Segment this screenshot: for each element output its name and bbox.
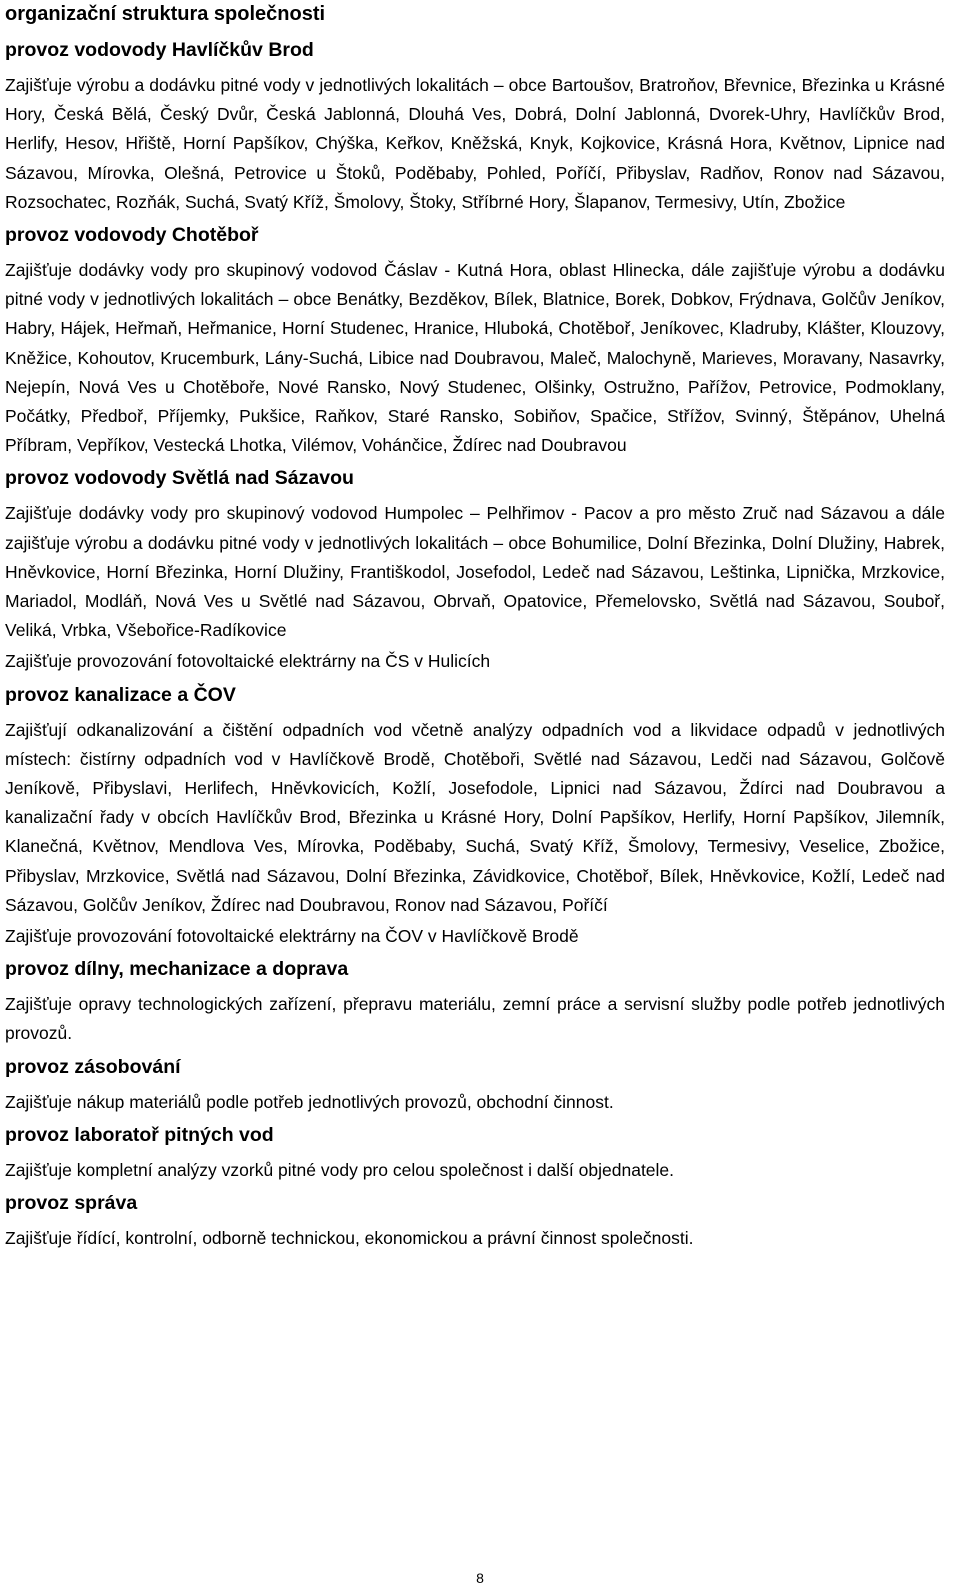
section-heading-vodovody-havlickuv-brod: provoz vodovody Havlíčkův Brod	[5, 39, 314, 61]
page-number: 8	[476, 1570, 484, 1586]
document-body	[5, 0, 945, 1255]
page-title: organizační struktura společnosti	[5, 3, 326, 25]
section-paragraph: Zajišťuje řídící, kontrolní, odborně technickou, ekonomickou a právní činnost společnosti.	[5, 1228, 694, 1249]
section-heading-kanalizace-cov: provoz kanalizace a ČOV	[5, 683, 236, 706]
section-heading-vodovody-chotebor: provoz vodovody Chotěboř	[5, 224, 259, 247]
section-paragraph: Zajišťuje provozování fotovoltaické elektrárny na ČS v Hulicích	[5, 651, 491, 672]
section-paragraph: Zajišťuje opravy technologických zařízení, přepravu materiálu, zemní práce a servisní služby podle potřeb jednotlivých provozů.	[5, 994, 945, 1044]
section-paragraph: Zajišťuje výrobu a dodávku pitné vody v jednotlivých lokalitách – obce Bartoušov, Bratroňov, Břevnice, Březinka u Krásné Hory, Česká Bělá, Český Dvůr, Česká Jablonná, Dlouhá Ves, Dobrá, Dolní Jablonná, Dvorek-Uhry, Havlíčkův Brod, Herlify, Hesov, Hřiště, Horní Papšíkov, Chýška, Keřkov, Kněžská, Knyk, Kojkovice, Krásná Hora, Květnov, Lipnice nad Sázavou, Mírovka, Olešná, Petrovice u Štoků, Poděbaby, Pohled, Poříčí, Přibyslav, Radňov, Ronov nad Sázavou, Rozsochatec, Rozňák, Suchá, Svatý Kříž, Šmolovy, Štoky, Stříbrné Hory, Šlapanov, Termesivy, Utín, Zbožice	[5, 75, 945, 212]
section-paragraph: Zajišťuje kompletní analýzy vzorků pitné vody pro celou společnost i další objednatele.	[5, 1159, 675, 1180]
section-paragraph: Zajišťuje dodávky vody pro skupinový vodovod Čáslav - Kutná Hora, oblast Hlinecka, dále zajišťuje výrobu a dodávku pitné vody v jednotlivých lokalitách – obce Benátky, Bezděkov, Bílek, Blatnice, Borek, Dobkov, Frýdnava, Golčův Jeníkov, Habry, Hájek, Heřmaň, Heřmanice, Horní Studenec, Hranice, Hluboká, Chotěboř, Jeníkovec, Kladruby, Klášter, Klouzovy, Kněžice, Kohoutov, Krucemburk, Lány-Suchá, Libice nad Doubravou, Maleč, Malochyně, Marieves, Moravany, Nasavrky, Nejepín, Nová Ves u Chotěboře, Nové Ransko, Nový Studenec, Olšinky, Ostružno, Pařížov, Petrovice, Podmoklany, Počátky, Předboř, Příjemky, Pukšice, Raňkov, Staré Ransko, Sobiňov, Spačice, Střížov, Svinný, Štěpánov, Uhelná Příbram, Vepříkov, Vestecká Lhotka, Vilémov, Vohánčice, Ždírec nad Doubravou	[5, 260, 945, 456]
section-heading-vodovody-svetla: provoz vodovody Světlá nad Sázavou	[5, 467, 354, 490]
section-paragraph: Zajišťují odkanalizování a čištění odpadních vod včetně analýzy odpadních vod a likvidace odpadů v jednotlivých místech: čistírny odpadních vod v Havlíčkově Brodě, Chotěboři, Světlé nad Sázavou, Ledči nad Sázavou, Golčově Jeníkově, Přibyslavi, Herlifech, Hněvkovicích, Kožlí, Josefodole, Lipnici nad Sázavou, Ždírci nad Doubravou a kanalizační řady v obcích Havlíčkův Brod, Březinka u Krásné Hory, Dolní Papšíkov, Herlify, Horní Papšíkov, Jilemník, Klanečná, Květnov, Mendlova Ves, Mírovka, Poděbaby, Suchá, Svatý Kříž, Šmolovy, Termesivy, Veselice, Zbožice, Přibyslav, Mrzkovice, Světlá nad Sázavou, Dolní Březinka, Závidkovice, Chotěboř, Bílek, Hněvkovice, Kožlí, Ledeč nad Sázavou, Golčův Jeníkov, Ždírec nad Doubravou, Ronov nad Sázavou, Poříčí	[5, 719, 945, 915]
section-heading-zasobovani: provoz zásobování	[5, 1055, 181, 1078]
section-heading-sprava: provoz správa	[5, 1192, 138, 1215]
section-heading-dilny: provoz dílny, mechanizace a doprava	[5, 958, 349, 981]
section-heading-laborator: provoz laboratoř pitných vod	[5, 1123, 274, 1146]
section-paragraph: Zajišťuje dodávky vody pro skupinový vodovod Humpolec – Pelhřimov - Pacov a pro město Zruč nad Sázavou a dále zajišťuje výrobu a dodávku pitné vody v jednotlivých lokalitách – obce Bohumilice, Dolní Březinka, Dolní Dlužiny, Habrek, Hněvkovice, Horní Březinka, Horní Dlužiny, Františkodol, Josefodol, Ledeč nad Sázavou, Leštinka, Lipnička, Mrzkovice, Mariadol, Modláň, Nová Ves u Světlé nad Sázavou, Obrvaň, Opatovice, Přemelovsko, Světlá nad Sázavou, Souboř, Veliká, Vrbka, Všebořice-Radíkovice	[5, 503, 945, 641]
section-paragraph: Zajišťuje nákup materiálů podle potřeb jednotlivých provozů, obchodní činnost.	[5, 1091, 614, 1112]
section-paragraph: Zajišťuje provozování fotovoltaické elektrárny na ČOV v Havlíčkově Brodě	[5, 926, 579, 947]
